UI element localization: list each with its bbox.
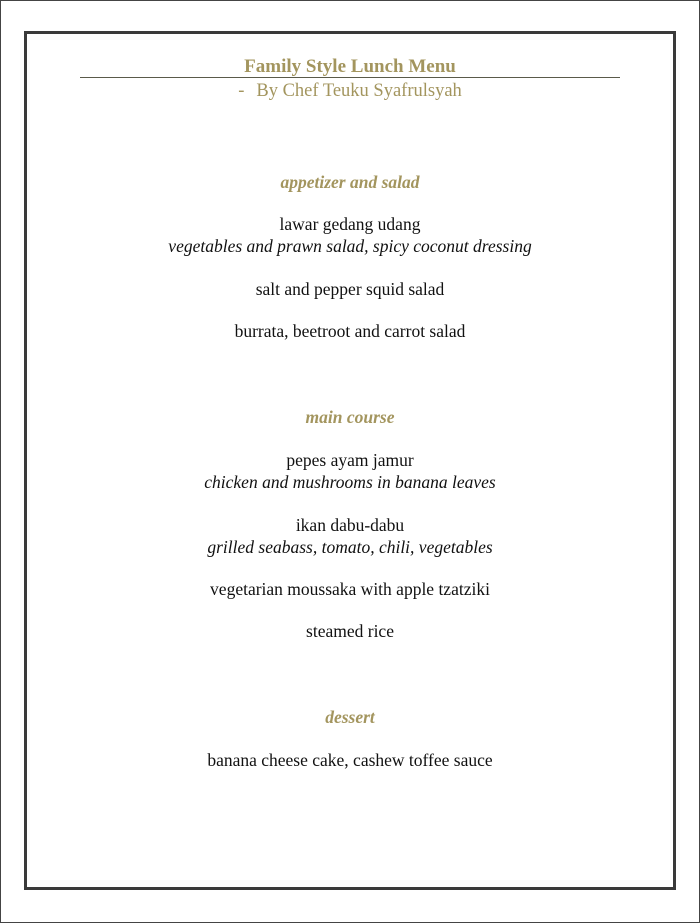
dish-name: vegetarian moussaka with apple tzatziki	[210, 579, 490, 599]
menu-title: Family Style Lunch Menu	[244, 56, 456, 77]
chef-byline	[0, 80, 700, 102]
byline-text: By Chef Teuku Syafrulsyah	[256, 81, 462, 101]
title-divider	[80, 77, 620, 78]
dish-name: ikan dabu-dabu	[295, 515, 405, 535]
dish-description: vegetables and prawn salad, spicy coconut dressing	[168, 236, 532, 256]
dish-name: lawar gedang udang	[279, 214, 421, 234]
section-heading-dessert: dessert	[325, 707, 375, 727]
dish-name: salt and pepper squid salad	[255, 279, 445, 299]
dish-name: banana cheese cake, cashew toffee sauce	[207, 750, 493, 770]
dish-name: burrata, beetroot and carrot salad	[234, 321, 466, 341]
dish-description: grilled seabass, tomato, chili, vegetables	[207, 537, 493, 557]
dish-description: chicken and mushrooms in banana leaves	[204, 472, 496, 492]
dish-name: steamed rice	[306, 621, 394, 641]
byline-dash: -	[238, 81, 245, 101]
section-heading-appetizer: appetizer and salad	[280, 172, 420, 192]
section-heading-main-course: main course	[305, 407, 395, 427]
dish-name: pepes ayam jamur	[286, 450, 414, 470]
